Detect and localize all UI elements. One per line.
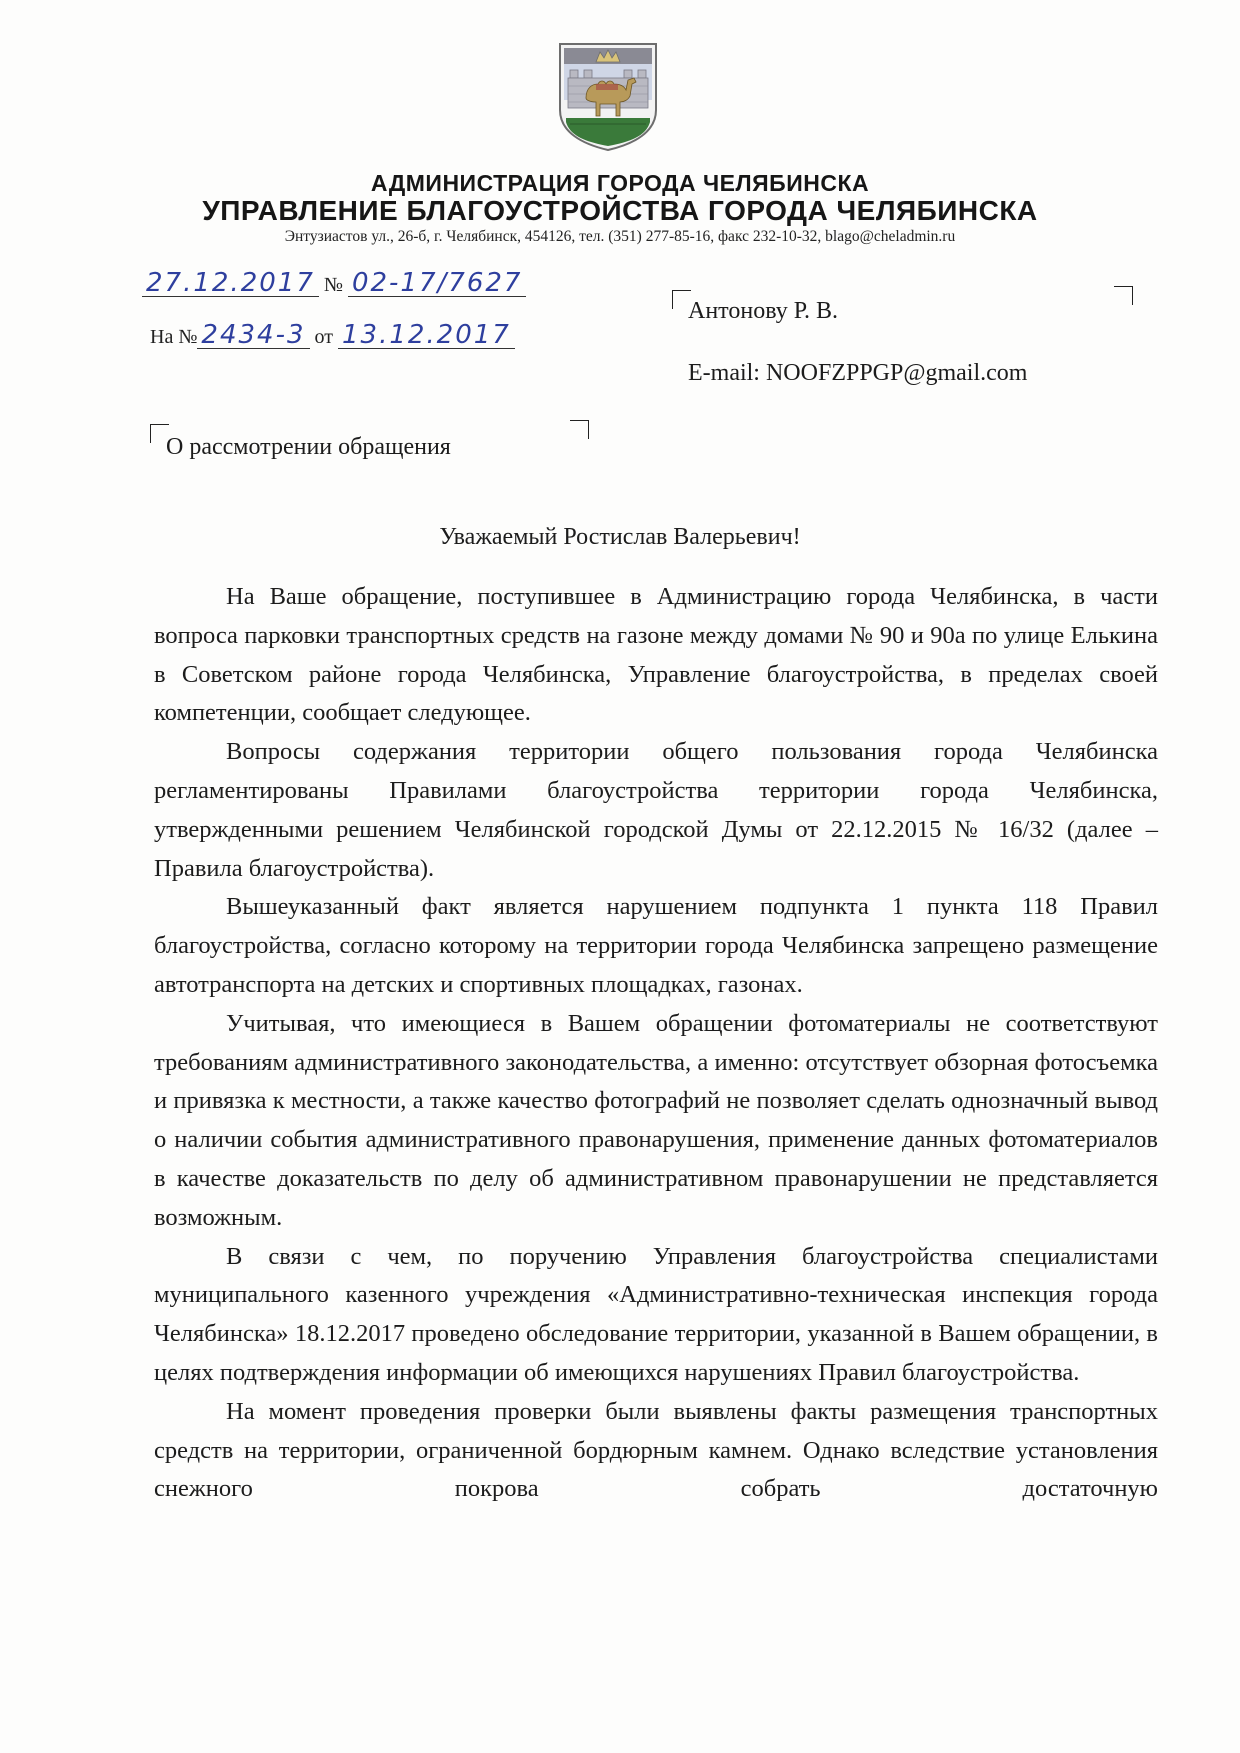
salutation: Уважаемый Ростислав Валерьевич!: [439, 524, 801, 550]
outgoing-date: 27.12.2017: [142, 270, 319, 297]
number-label: №: [323, 274, 343, 296]
ref-number: 2434-3: [197, 322, 309, 349]
outgoing-registration: [142, 270, 526, 297]
body-paragraph: На Ваше обращение, поступившее в Администрацию города Челябинска, в части вопроса парковки транспортных средств на газоне между домами № 90 и 90а по улице Елькина в Советском районе города Челябинска, Управление благоустройства, в пределах своей компетенции, сообщает следующее.: [154, 583, 1158, 727]
body-paragraph: На момент проведения проверки были выявлены факты размещения транспортных средств на территории, ограниченной бордюрным камнем. Однако вследствие установления снежного покрова собрать достаточную: [154, 1397, 1158, 1503]
organization-address: Энтузиастов ул., 26-б, г. Челябинск, 454126, тел. (351) 277-85-16, факс 232-10-32, blago@cheladmin.ru: [284, 228, 956, 245]
chelyabinsk-coat-of-arms-icon: [556, 40, 660, 152]
letter-body: [154, 578, 1158, 1509]
ref-from-label: от: [314, 326, 333, 348]
incoming-reference: [150, 322, 515, 349]
addressee-name: Антонову Р. В.: [688, 298, 839, 324]
body-paragraph: Учитывая, что имеющиеся в Вашем обращении фотоматериалы не соответствуют требованиям административного законодательства, а именно: отсутствует обзорная фотосъемка и привязка к местности, а также качество фотографий не позволяет сделать однозначный вывод о наличии события административного правонарушения, применение данных фотоматериалов в качестве доказательств по делу об административном правонарушении не представляется возможным.: [154, 1009, 1158, 1231]
body-paragraph: В связи с чем, по поручению Управления благоустройства специалистами муниципального казенного учреждения «Административно-техническая инспекция города Челябинска» 18.12.2017 проведено обследование территории, указанной в Вашем обращении, в целях подтверждения информации об имеющихся нарушениях Правил благоустройства.: [154, 1242, 1158, 1386]
addressee-email: E-mail: NOOFZPPGP@gmail.com: [688, 360, 1028, 386]
ref-date: 13.12.2017: [338, 322, 515, 349]
addressee-corner-right: [1114, 286, 1133, 305]
department-name: УПРАВЛЕНИЕ БЛАГОУСТРОЙСТВА ГОРОДА ЧЕЛЯБИНСКА: [202, 195, 1038, 226]
organization-name: АДМИНИСТРАЦИЯ ГОРОДА ЧЕЛЯБИНСКА: [370, 170, 870, 196]
subject-corner-right: [570, 420, 589, 439]
body-paragraph: Вышеуказанный факт является нарушением подпункта 1 пункта 118 Правил благоустройства, согласно которому на территории города Челябинска запрещено размещение автотранспорта на детских и спортивных площадках, газонах.: [154, 893, 1158, 998]
letter-subject: О рассмотрении обращения: [166, 434, 451, 460]
body-paragraph: Вопросы содержания территории общего пользования города Челябинска регламентированы Правилами благоустройства территории города Челябинска, утвержденными решением Челябинской городской Думы от 22.12.2015 № 16/32 (далее – Правила благоустройства).: [154, 738, 1158, 882]
outgoing-number: 02-17/7627: [348, 270, 526, 297]
ref-label: На №: [150, 326, 198, 348]
